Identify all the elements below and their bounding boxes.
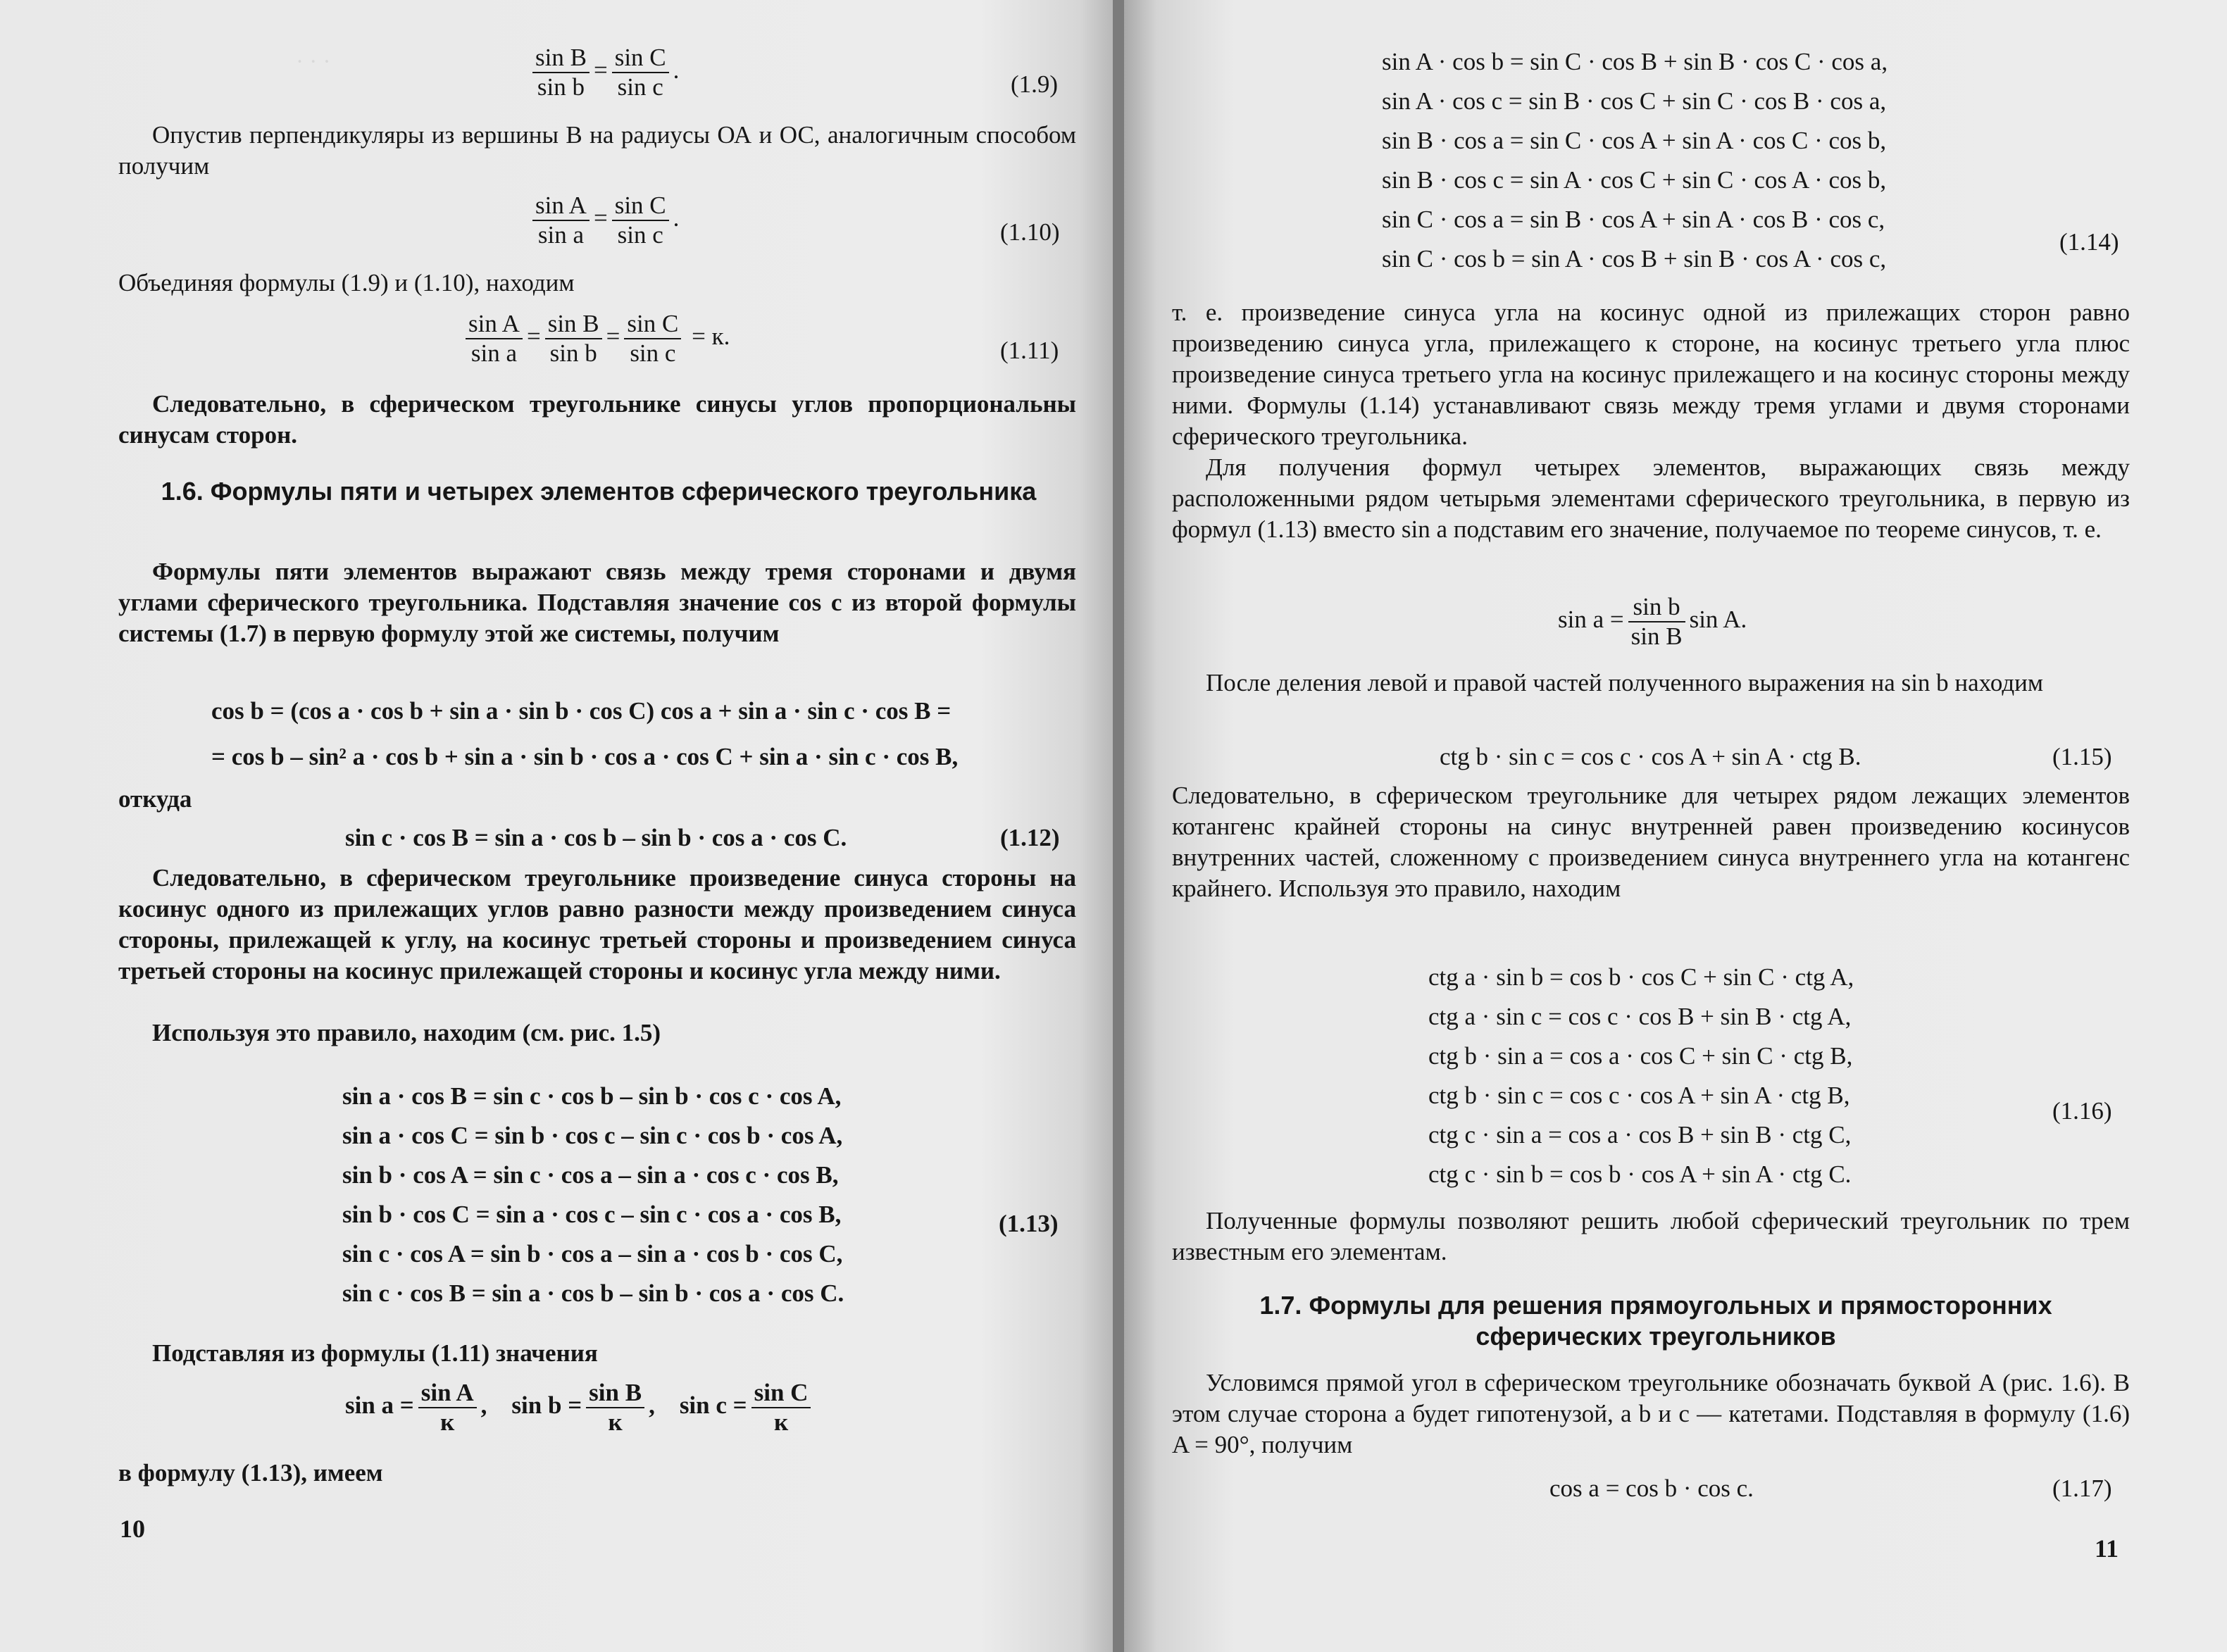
equation-number-1-13: (1.13) xyxy=(999,1210,1059,1237)
equation-1-14-line-5: sin C · cos a = sin B · cos A + sin A · cos B · cos c, xyxy=(1382,206,1885,233)
equation-1-9: $\frac{\text{sin B}}{\text{sin b}}$ = $\frac{\text{sin C}}{\text{sin c}}$ . xyxy=(528,44,679,101)
equation-1-12: sin c · cos B = sin a · cos b – sin b · cos a · cos C. xyxy=(345,824,847,851)
equation-1-16-line-1: ctg a · sin b = cos b · cos C + sin C · ctg A, xyxy=(1428,963,1854,991)
paragraph-whence: откуда xyxy=(118,785,192,813)
page-number-left: 10 xyxy=(120,1515,145,1543)
paragraph-substituting: Подставляя из формулы (1.11) значения xyxy=(152,1339,598,1367)
equation-long-1: cos b = (cos a · cos b + sin a · sin b · cos C) cos a + sin a · sin c · cos B = xyxy=(211,697,952,725)
equation-1-14-line-6: sin C · cos b = sin A · cos B + sin B · cos A · cos c, xyxy=(1382,245,1887,273)
paragraph-combining: Объединяя формулы (1.9) и (1.10), находим xyxy=(118,269,575,296)
equation-number-1-16: (1.16) xyxy=(2052,1097,2112,1125)
paragraph-four-elements: Для получения формул четырех элементов, выражающих связь между расположенными рядом четырьмя элементами сферического треугольника, в первую из формул (1.13) вместо sin a подставим его значение, получаемое по теореме синусов, т. е. xyxy=(1172,453,2130,543)
equation-sin-theorem: sin a = $\frac{\text{sin b}}{\text{sin B}}$ sin A. xyxy=(1558,593,1747,650)
equation-1-14-line-1: sin A · cos b = sin C · cos B + sin B · cos C · cos a, xyxy=(1382,48,1888,75)
paragraph-right-angle: Условимся прямой угол в сферическом треугольнике обозначать буквой A (рис. 1.6). В этом случае сторона a будет гипотенузой, а b и c — катетами. Подставляя в формулу (1.6) A = 90°, получим xyxy=(1172,1369,2130,1458)
equation-1-17: cos a = cos b · cos c. xyxy=(1549,1475,1754,1502)
bleed-through-text: · · · xyxy=(296,49,331,75)
equation-1-16-line-2: ctg a · sin c = cos c · cos B + sin B · ctg A, xyxy=(1428,1003,1852,1030)
equation-1-13-line-6: sin c · cos B = sin a · cos b – sin b · cos a · cos C. xyxy=(342,1279,844,1307)
equation-1-14-line-2: sin A · cos c = sin B · cos C + sin C · cos B · cos a, xyxy=(1382,87,1887,115)
equation-1-13-line-1: sin a · cos B = sin c · cos b – sin b · cos c · cos A, xyxy=(342,1082,842,1110)
equation-number-1-11: (1.11) xyxy=(1000,337,1059,364)
equation-number-1-10: (1.10) xyxy=(1000,218,1060,246)
paragraph-obtained-formulas: Полученные формулы позволяют решить любой сферический треугольник по трем известным его элементам. xyxy=(1172,1207,2130,1265)
right-page xyxy=(1124,0,2227,1652)
equation-number-1-14: (1.14) xyxy=(2059,228,2119,256)
equation-1-14-line-3: sin B · cos a = sin C · cos A + sin A · cos C · cos b, xyxy=(1382,127,1887,154)
paragraph-after-division: После деления левой и правой частей полученного выражения на sin b находим xyxy=(1206,669,2044,696)
equation-1-10: $\frac{\text{sin A}}{\text{sin a}}$ = $\frac{\text{sin C}}{\text{sin c}}$ . xyxy=(528,192,679,249)
equation-number-1-17: (1.17) xyxy=(2052,1475,2112,1502)
equation-1-13-line-5: sin c · cos A = sin b · cos a – sin a · cos b · cos C, xyxy=(342,1240,843,1268)
equation-substitution: sin a = $\frac{\text{sin A}}{к}$ , sin b = $\frac{\text{sin B}}{к}$ , sin c = $\frac{\text{sin C}}{к}$ xyxy=(345,1379,815,1437)
paragraph-perpendiculars: Опустив перпендикуляры из вершины B на радиусы ОА и ОС, аналогичным способом получим xyxy=(118,121,1076,180)
section-heading-1-7: 1.7. Формулы для решения прямоугольных и прямосторонних сферических треугольников xyxy=(1259,1291,2052,1351)
book-gutter xyxy=(1113,0,1124,1652)
equation-1-13-line-3: sin b · cos A = sin c · cos a – sin a · cos c · cos B, xyxy=(342,1161,839,1189)
left-page xyxy=(0,0,1113,1652)
paragraph-using-rule: Используя это правило, находим (см. рис. 1.5) xyxy=(152,1019,661,1046)
equation-1-15: ctg b · sin c = cos c · cos A + sin A · ctg B. xyxy=(1440,743,1861,770)
equation-number-1-15: (1.15) xyxy=(2052,743,2112,770)
equation-1-16-line-3: ctg b · sin a = cos a · cos C + sin C · ctg B, xyxy=(1428,1042,1853,1070)
equation-number-1-9: (1.9) xyxy=(1011,70,1059,98)
paragraph-product-sines: т. е. произведение синуса угла на косинус одной из прилежащих сторон равно произведению синуса угла, прилежащего к стороне, на косинус третьего угла плюс произведение синуса третьего угла на косинус прилежащего и на косинус стороны между ними. Формулы (1.14) устанавливают связь между тремя углами и двумя сторонами сферического треугольника. xyxy=(1172,299,2130,450)
paragraph-conclusion-sines: Следовательно, в сферическом треугольнике синусы углов пропорциональны синусам сторон. xyxy=(118,390,1076,449)
equation-1-11: $\frac{\text{sin A}}{\text{sin a}}$ = $\frac{\text{sin B}}{\text{sin b}}$ = $\frac{\text{sin C}}{\text{sin c}}$ = к. xyxy=(461,310,730,368)
section-heading-1-6: 1.6. Формулы пяти и четырех элементов сферического треугольника xyxy=(161,477,1037,506)
paragraph-rule-five: Следовательно, в сферическом треугольнике произведение синуса стороны на косинус одного из прилежащих углов равно разности между произведением синуса стороны, прилежащей к углу, на косинус третьей стороны и произведением синуса третьей стороны на косинус прилежащей стороны и косинус угла между ними. xyxy=(118,864,1076,984)
equation-1-16-line-6: ctg c · sin b = cos b · cos A + sin A · ctg C. xyxy=(1428,1160,1852,1188)
equation-1-16-line-4: ctg b · sin c = cos c · cos A + sin A · ctg B, xyxy=(1428,1082,1850,1109)
page-number-right: 11 xyxy=(2095,1534,2119,1563)
paragraph-rule-four: Следовательно, в сферическом треугольнике для четырех рядом лежащих элементов котангенс крайней стороны на синус внутренней равен произведению косинусов внутренних частей, сложенному с произведением синуса внутреннего угла на котангенс крайнего. Используя это правило, находим xyxy=(1172,782,2130,902)
equation-1-13-line-4: sin b · cos C = sin a · cos c – sin c · cos a · cos B, xyxy=(342,1201,842,1228)
equation-1-16-line-5: ctg c · sin a = cos a · cos B + sin B · ctg C, xyxy=(1428,1121,1852,1149)
paragraph-five-elements: Формулы пяти элементов выражают связь между тремя сторонами и двумя углами сферического треугольника. Подставляя значение cos c из второй формулы системы (1.7) в первую формулу этой же системы, получим xyxy=(118,558,1076,647)
equation-number-1-12: (1.12) xyxy=(1000,824,1060,851)
paragraph-into-formula: в формулу (1.13), имеем xyxy=(118,1459,383,1487)
equation-1-13-line-2: sin a · cos C = sin b · cos c – sin c · cos b · cos A, xyxy=(342,1122,843,1149)
equation-1-14-line-4: sin B · cos c = sin A · cos C + sin C · cos A · cos b, xyxy=(1382,166,1887,194)
equation-long-2: = cos b – sin² a · cos b + sin a · sin b · cos a · cos C + sin a · sin c · cos B, xyxy=(211,743,959,770)
